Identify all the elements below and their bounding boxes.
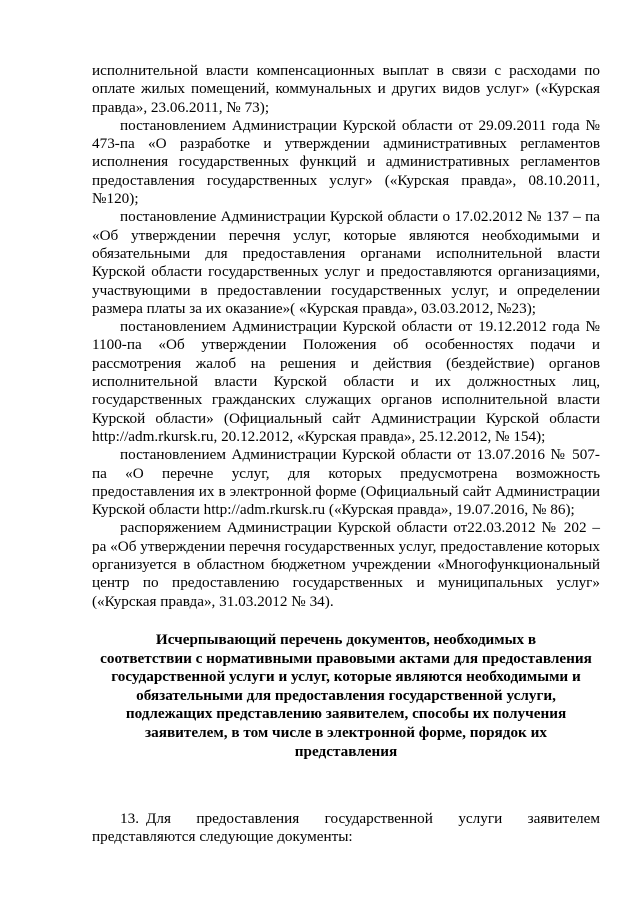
legal-references-list <box>92 62 600 611</box>
item-text: Для предоставления государственной услуги заявителем представляются следующие документы: <box>92 810 600 846</box>
reference-paragraph-1100pa: постановлением Администрации Курской области от 19.12.2012 года № 1100-па «Об утверждении Положения об особенностях подачи и рассмотрения жалоб на решения и действия (бездействие) органов исполнительной власти Курской области и их должностных лиц, государственных гражданских служащих органов исполнительной власти Курской области» (Официальный сайт Администрации Курской области http://adm.rkursk.ru, 20.12.2012, «Курская правда», 25.12.2012, № 154); <box>92 318 600 445</box>
heading-line: Исчерпывающий перечень документов, необходимых в <box>155 631 537 648</box>
heading-line: обязательными для предоставления государственной услуги, <box>136 686 556 704</box>
reference-paragraph-continuation: исполнительной власти компенсационных выплат в связи с расходами по оплате жилых помещений, коммунальных и других видов услуг» («Курская правда», 23.06.2011, № 73); <box>92 62 600 116</box>
heading-line: подлежащих представлению заявителем, способы их получения <box>125 705 567 723</box>
heading-line: государственной услуги и услуг, которые являются необходимыми и <box>111 668 581 686</box>
heading-line: заявителем, в том числе в электронной форме, порядок их <box>145 723 547 741</box>
reference-paragraph-473pa: постановлением Администрации Курской области от 29.09.2011 года № 473-па «О разработке и утверждении административных регламентов исполнения государственных функций и административных регламентов предоставления государственных услуг» («Курская правда», 08.10.2011, №120); <box>92 116 600 208</box>
reference-paragraph-507pa: постановлением Администрации Курской области от 13.07.2016 № 507-па «О перечне услуг, для которых предусмотрена возможность предоставления их в электронной форме (Официальный сайт Администрации Курской области http://adm.rkursk.ru («Курская правда», 19.07.2016, № 86); <box>92 446 600 519</box>
reference-paragraph-137pa: постановление Администрации Курской области о 17.02.2012 № 137 – па «Об утверждении перечня услуг, которые являются необходимыми и обязательными для предоставления органами исполнительной власти Курской области государственных услуг и предоставляются организациями, участвующими в предоставлении государственных услуг, и определении размера платы за их оказание»( «Курская правда», 03.03.2012, №23); <box>92 208 600 317</box>
item-number: 13. <box>120 810 139 827</box>
section-heading <box>92 631 600 761</box>
heading-line: соответствии с нормативными правовыми актами для предоставления <box>100 649 592 667</box>
numbered-item-13 <box>92 810 600 847</box>
heading-line: представления <box>294 742 398 760</box>
reference-paragraph-202ra: распоряжением Администрации Курской области от22.03.2012 № 202 – ра «Об утверждении перечня государственных услуг, предоставление которых организуется в областном бюджетном учреждении «Многофункциональный центр по предоставлению государственных и муниципальных услуг» («Курская правда», 31.03.2012 № 34). <box>92 519 600 610</box>
